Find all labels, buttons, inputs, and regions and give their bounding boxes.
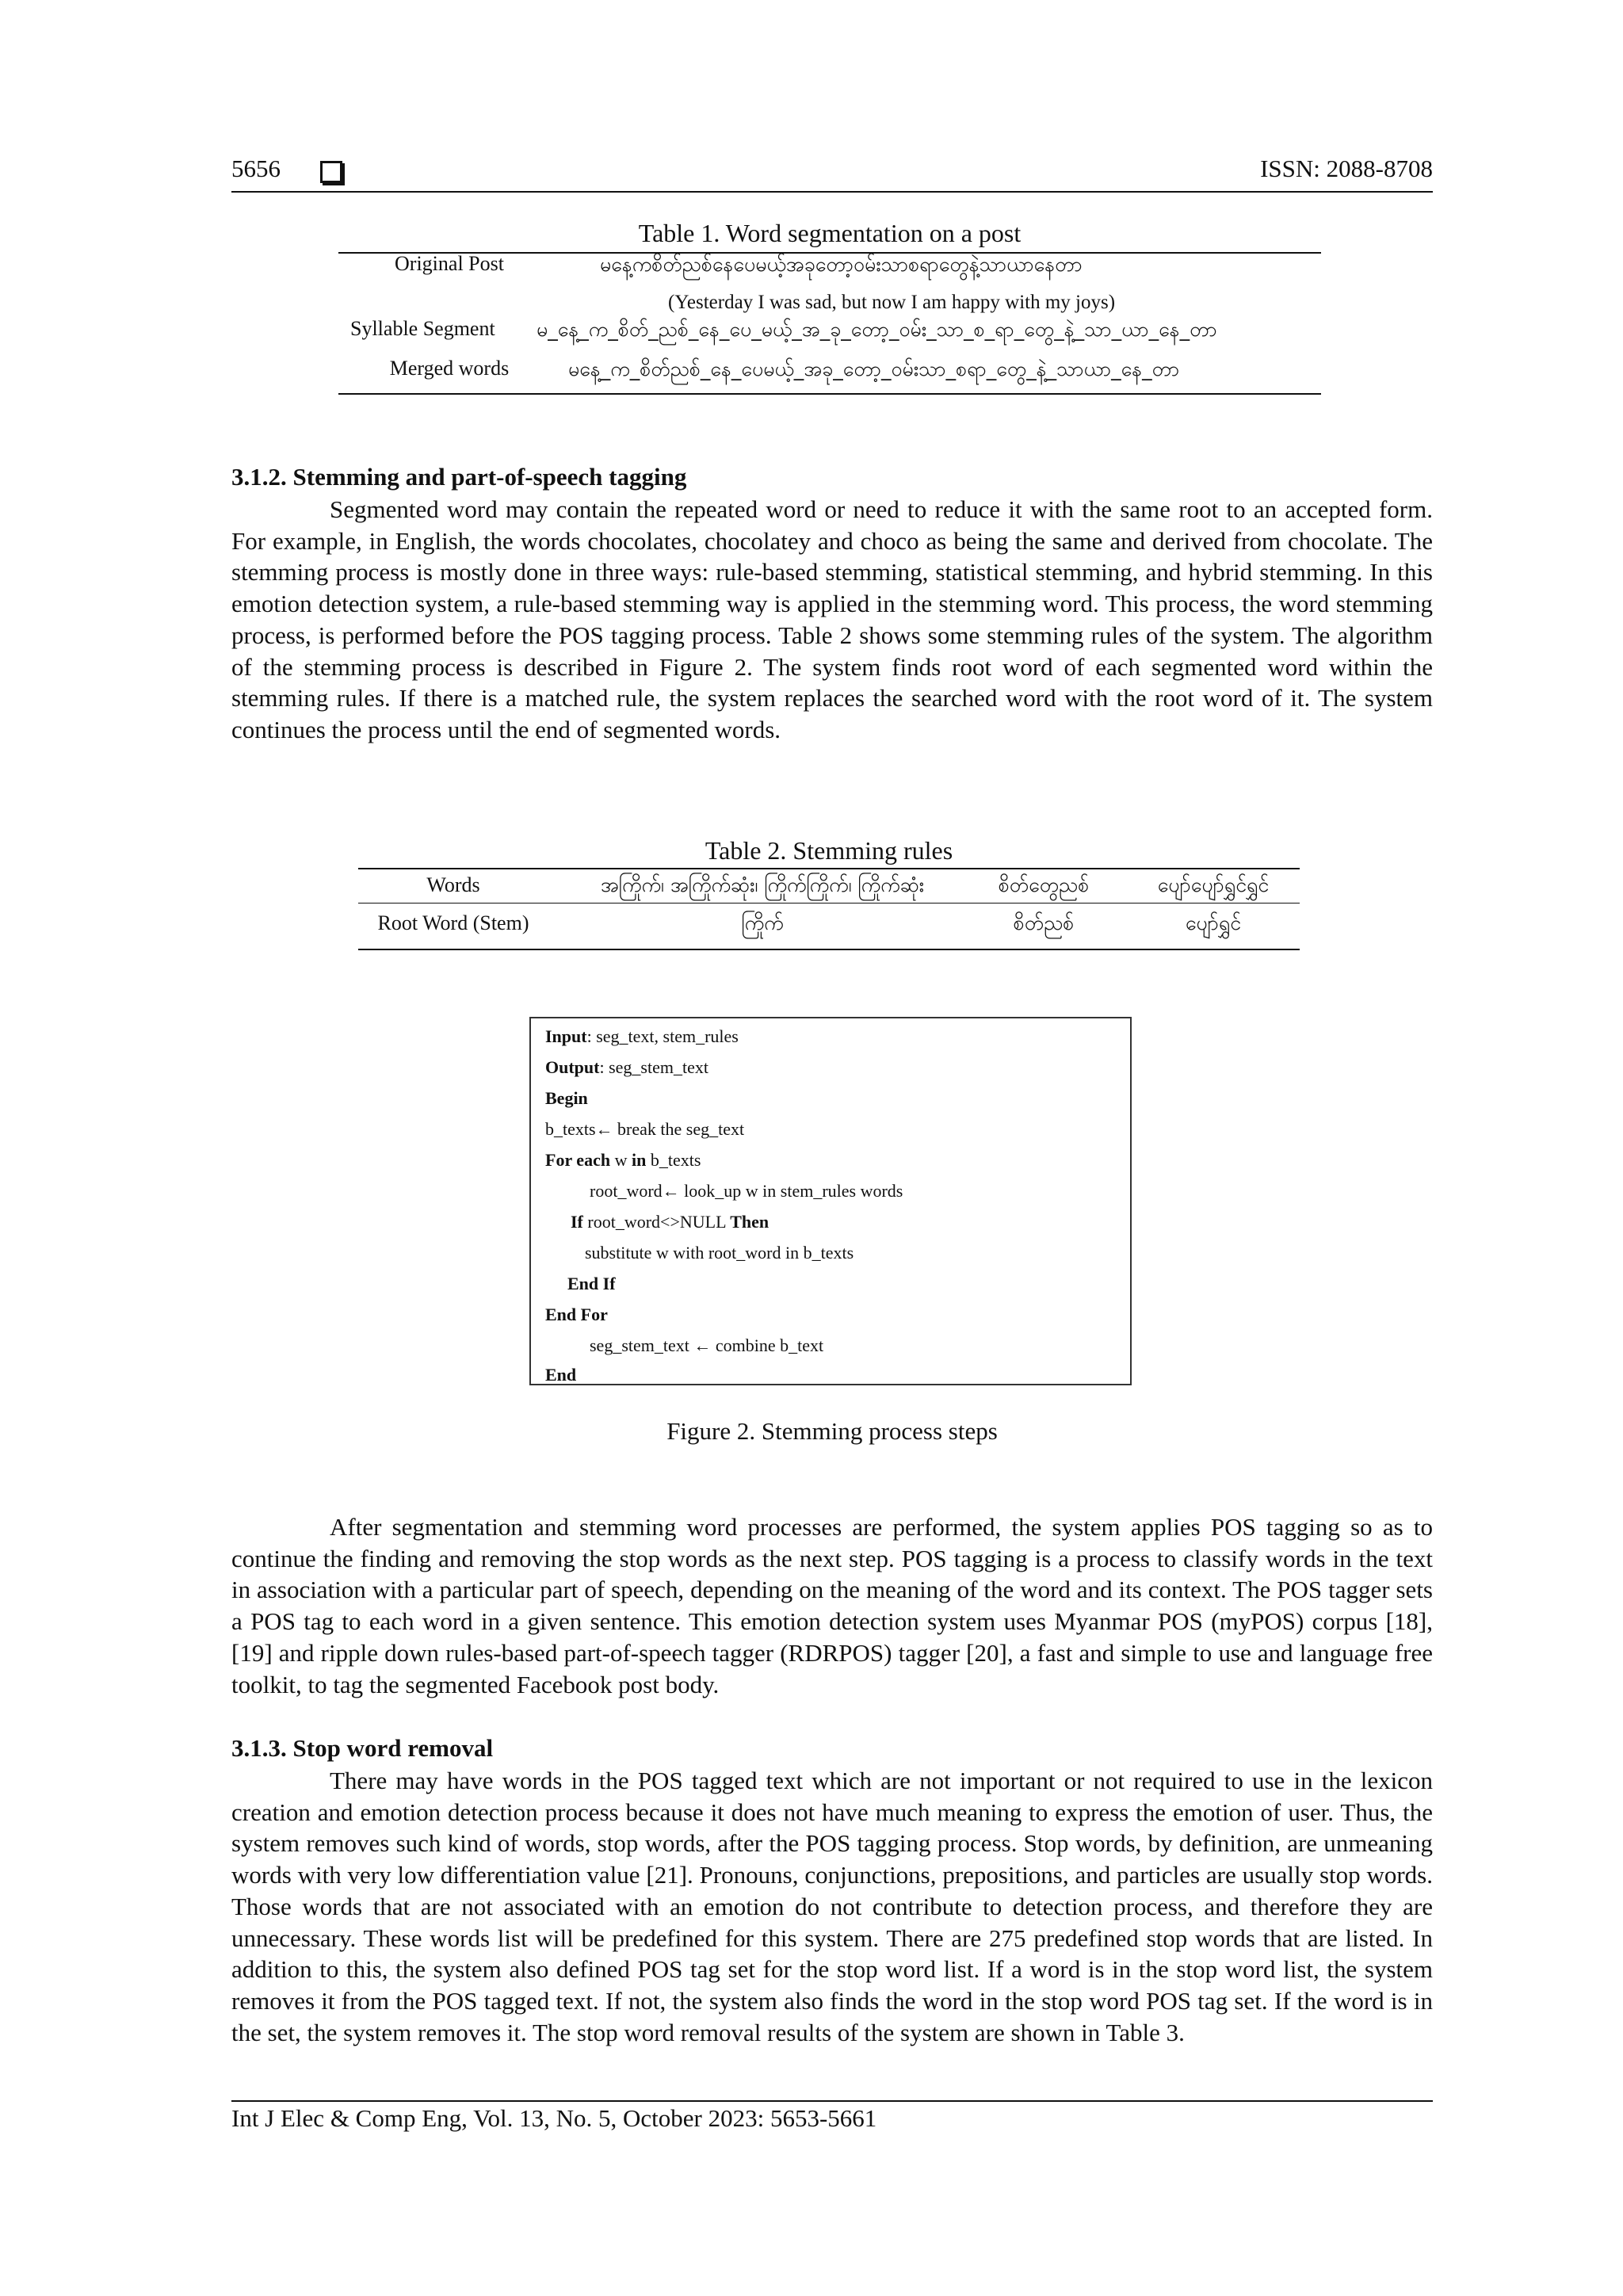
table-cell: အကြိုက်၊ အကြိုက်ဆုံး၊ ကြိုက်ကြိုက်၊ ကြိုက်ဆုံး [600,873,925,896]
footer-citation: Int J Elec & Comp Eng, Vol. 13, No. 5, October 2023: 5653-5661 [231,2104,877,2132]
algo-line: End If [567,1274,616,1293]
table-row-label: Root Word (Stem) [377,911,529,934]
table-cell: မနေ့ကစိတ်ညစ်နေပေမယ့်အခုတော့ဝမ်းသာစရာတွေနဲ့သာယာနေတာ [600,253,1083,276]
table-cell: (Yesterday I was sad, but now I am happy with my joys) [668,292,1116,313]
table-2-caption: Table 2. Stemming rules [705,836,953,865]
square-icon [320,161,342,183]
table-2-bottom-rule [358,949,1300,950]
table-1-bottom-rule [338,393,1321,395]
table-1-caption: Table 1. Word segmentation on a post [638,219,1022,247]
algo-line: Output: seg_stem_text [545,1057,708,1077]
section-heading: 3.1.3. Stop word removal [231,1734,494,1762]
table-row-label: Original Post [395,252,504,275]
issn: ISSN: 2088-8708 [1260,155,1433,182]
page-number: 5656 [231,155,281,182]
table-cell: ကြိုက် [741,911,784,934]
algorithm-box [529,1017,1132,1385]
footer-rule [231,2100,1433,2102]
table-cell: ပျော်ပျော်ရွှင်ရွှင် [1157,873,1270,896]
paragraph [231,1765,1433,2048]
table-2-mid-rule [358,903,1300,904]
figure-2-caption: Figure 2. Stemming process steps [666,1417,998,1445]
algo-line: End [545,1365,577,1385]
algo-line: For each w in b_texts [545,1150,701,1170]
paragraph-text: There may have words in the POS tagged text which are not important or not required to use in the lexicon creation and emotion detection process because it does not have much meaning to express the emotion of user. Thus, the system removes such kind of words, stop words, after the POS tagging process. Stop words, by definition, are unmeaning words with very low differentiation value [21]. Pronouns, conjunctions, prepositions, and particles are usually stop words. Those words that are not associated with an emotion do not contribute to detection process, and therefore they are unnecessary. These words list will be predefined for this system. There are 275 predefined stop words that are listed. In addition to this, the system also defined POS tag set for the stop word list. If a word is in the stop word list, the system removes it from the POS tagged text. If not, the system also finds the word in the stop word POS tag set. If the word is in the set, the system removes it. The stop word removal results of the system are shown in Table 3. [231,1767,1433,2046]
table-2-top-rule [358,868,1300,869]
paragraph-text: After segmentation and stemming word processes are performed, the system applies POS tagging so as to continue the finding and removing the stop words as the next step. POS tagging is a process to classify words in the text in association with a particular part of speech, depending on the meaning of the word and its context. The POS tagger sets a POS tag to each word in a given sentence. This emotion detection system uses Myanmar POS (myPOS) corpus [18], [19] and ripple down rules-based part-of-speech tagger (RDRPOS) tagger [20], a fast and simple to use and language free toolkit, to tag the segmented Facebook post body. [231,1513,1433,1698]
algo-line: seg_stem_text ← combine b_text [590,1335,824,1355]
table-cell: ပျော်ရွှင် [1185,911,1242,934]
algo-line: Begin [545,1088,588,1108]
table-row-label: Merged words [389,357,510,380]
table-cell: မနေ့_က_စိတ်ညစ်_နေ_ပေမယ့်_အခု_တော့_ဝမ်းသာ_စရာ_တွေ_နဲ့_သာယာ_နေ_တာ [568,357,1180,380]
paragraph-text: Segmented word may contain the repeated word or need to reduce it with the same root to an accepted form. For example, in English, the words chocolates, chocolatey and choco as being the same and derived from chocolate. The stemming process is mostly done in three ways: rule-based stemming, statistical stemming, and hybrid stemming. In this emotion detection system, a rule-based stemming way is applied in the stemming word. This process, the word stemming process, is performed before the POS tagging process. Table 2 shows some stemming rules of the system. The algorithm of the stemming process is described in Figure 2. The system finds root word of each segmented word within the stemming rules. If there is a matched rule, the system replaces the searched word with the root word of it. The system continues the process until the end of segmented words. [231,495,1433,743]
paragraph [231,1511,1433,1700]
algo-line: If root_word<>NULL Then [571,1212,769,1232]
section-heading: 3.1.2. Stemming and part-of-speech tagging [231,463,687,491]
algo-line: root_word← look_up w in stem_rules words [590,1181,903,1201]
algo-line: End For [545,1305,608,1324]
table-cell: စိတ်တွေညစ် [998,873,1090,896]
table-row-label: Words [426,873,480,896]
algo-line: Input: seg_text, stem_rules [545,1026,739,1046]
algo-line: b_texts← break the seg_text [545,1119,745,1139]
table-cell: မ_နေ့_က_စိတ်_ညစ်_နေ_ပေ_မယ့်_အ_ခု_တော့_ဝမ်း_သာ_စ_ရာ_တွေ_နဲ့_သာ_ယာ_နေ_တာ [537,318,1217,341]
table-cell: စိတ်ညစ် [1013,911,1075,934]
table-row-label: Syllable Segment [350,317,495,340]
algo-line: substitute w with root_word in b_texts [585,1243,854,1263]
header-rule [231,191,1433,193]
paragraph [231,494,1433,746]
